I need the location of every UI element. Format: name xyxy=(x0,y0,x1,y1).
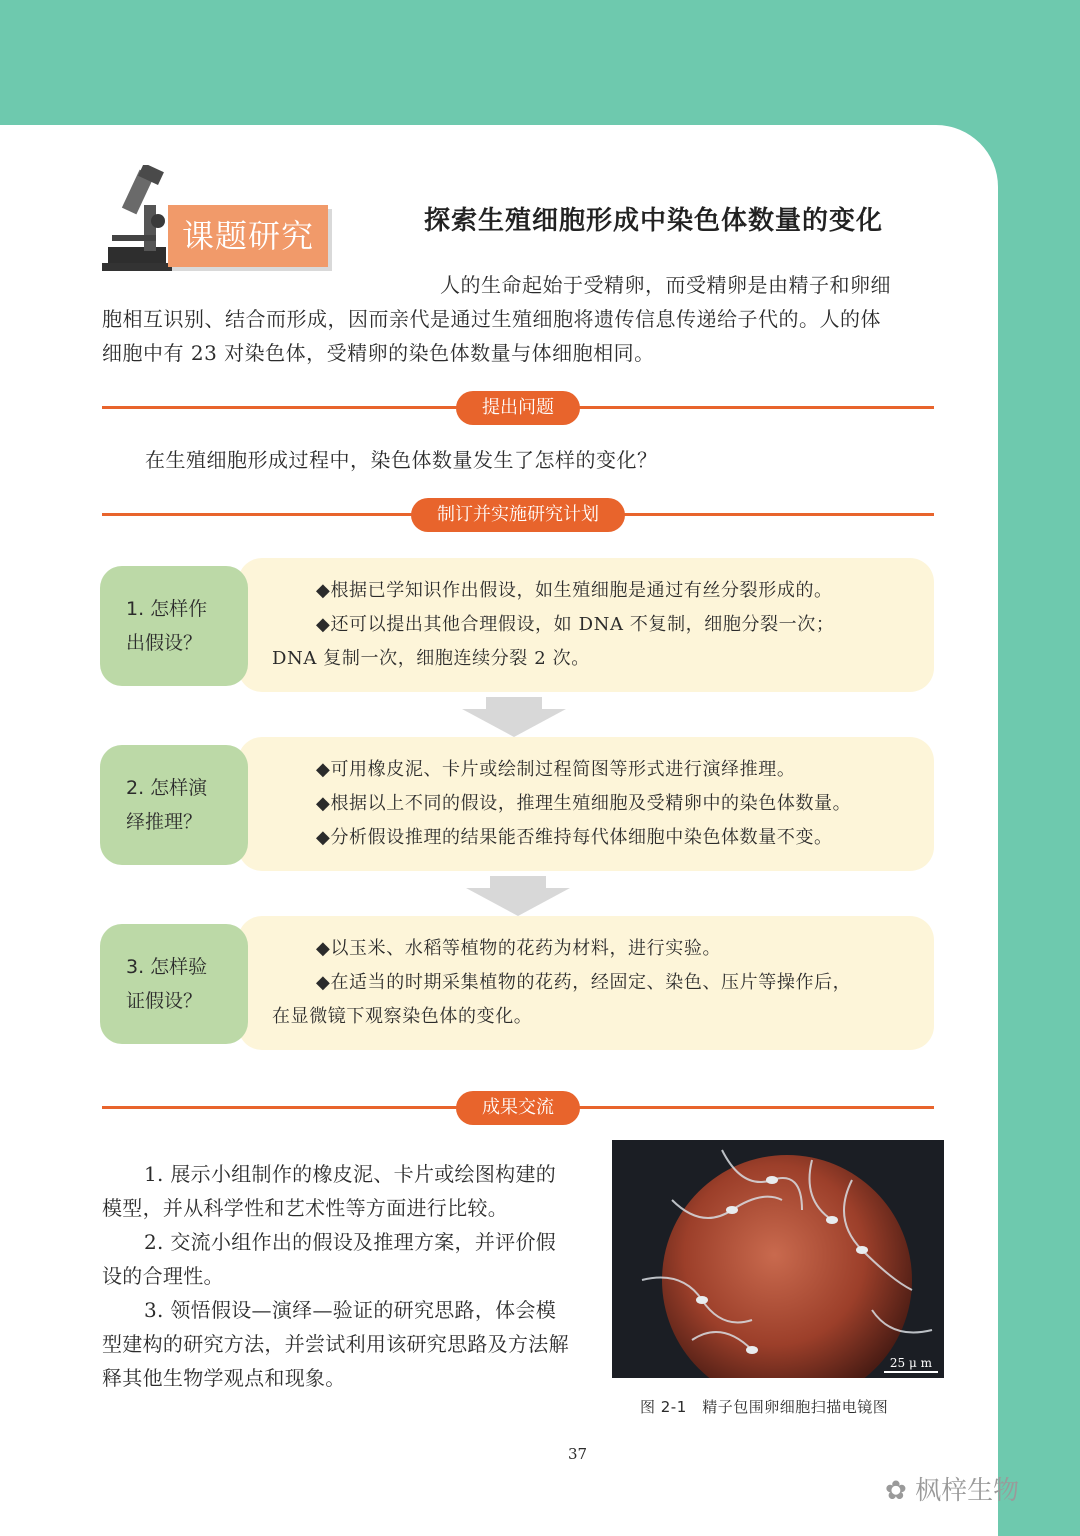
figure-caption: 图 2-1 精子包围卵细胞扫描电镜图 xyxy=(640,1398,889,1416)
section-label-plan: 制订并实施研究计划 xyxy=(411,498,625,532)
step-deduction xyxy=(100,737,934,871)
page-number: 37 xyxy=(568,1445,588,1463)
section-divider-question xyxy=(102,396,934,418)
wechat-icon: ✿ xyxy=(885,1476,907,1506)
topic-badge: 课题研究 xyxy=(168,205,328,267)
results-item: 3. 领悟假设—演绎—验证的研究思路，体会模型建构的研究方法，并尝试利用该研究思路及方法解释其他生物学观点和现象。 xyxy=(102,1298,569,1390)
watermark: ✿ 枫梓生物 xyxy=(885,1476,1020,1506)
down-arrow-icon xyxy=(462,697,566,737)
section-divider-results xyxy=(102,1096,934,1118)
step-hypothesis xyxy=(100,558,934,692)
intro-paragraph: 人的生命起始于受精卵，而受精卵是由精子和卵细 胞相互识别、结合而形成，因而亲代是通过生殖细胞将遗传信息传递给子代的。人的体 细胞中有 23 对染色体，受精卵的染色体数量与体细胞相同。 xyxy=(102,273,891,365)
research-question: 在生殖细胞形成过程中，染色体数量发生了怎样的变化？ xyxy=(145,448,658,472)
step-label: 2. 怎样演 绎推理？ xyxy=(100,745,248,865)
section-label-question: 提出问题 xyxy=(456,391,580,425)
step-verification xyxy=(100,916,934,1050)
step-label: 3. 怎样验 证假设？ xyxy=(100,924,248,1044)
section-divider-plan xyxy=(102,503,934,525)
sem-image xyxy=(612,1140,944,1378)
page-title: 探索生殖细胞形成中染色体数量的变化 xyxy=(424,206,884,236)
step-label: 1. 怎样作 出假设？ xyxy=(100,566,248,686)
section-label-results: 成果交流 xyxy=(456,1091,580,1125)
down-arrow-icon xyxy=(466,876,570,916)
results-list xyxy=(102,1157,572,1395)
step-text: ◆可用橡皮泥、卡片或绘制过程简图等形式进行演绎推理。 ◆根据以上不同的假设，推理生殖细胞及受精卵中的染色体数量。 ◆分析假设推理的结果能否维持每代体细胞中染色体数量不变。 xyxy=(316,759,852,848)
step-text: ◆根据已学知识作出假设，如生殖细胞是通过有丝分裂形成的。 ◆还可以提出其他合理假设，如 DNA 不复制，细胞分裂一次； DNA 复制一次，细胞连续分裂 2 次。 xyxy=(272,580,835,669)
scale-bar-label: 25 μ m xyxy=(889,1356,932,1370)
step-text: ◆以玉米、水稻等植物的花药为材料，进行实验。 ◆在适当的时期采集植物的花药，经固定、染色、压片等操作后， 在显微镜下观察染色体的变化。 xyxy=(272,938,852,1027)
results-item: 1. 展示小组制作的橡皮泥、卡片或绘图构建的模型，并从科学性和艺术性等方面进行比较。 xyxy=(102,1162,557,1220)
results-item: 2. 交流小组作出的假设及推理方案，并评价假设的合理性。 xyxy=(102,1230,557,1288)
